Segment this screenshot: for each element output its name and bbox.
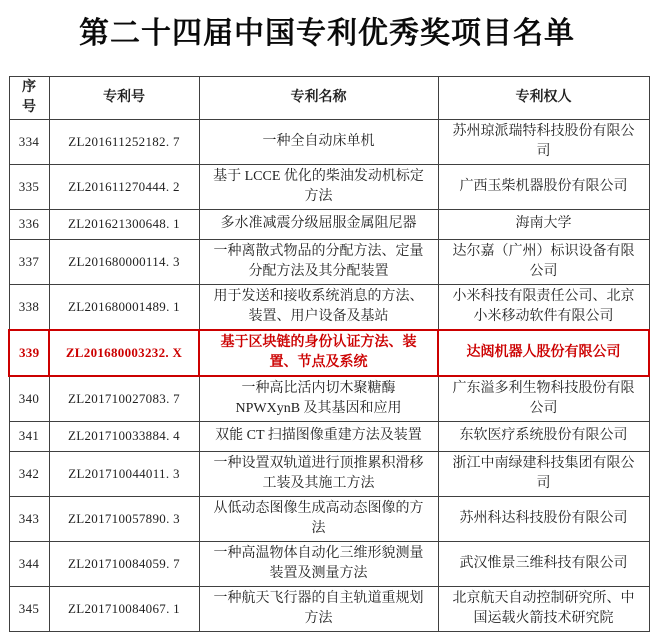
table-row — [9, 451, 649, 496]
cell-patent-owner: 小米科技有限责任公司、北京小米移动软件有限公司 — [438, 284, 649, 330]
cell-patent-owner: 北京航天自动控制研究所、中国运载火箭技术研究院 — [438, 586, 649, 631]
cell-serial: 338 — [9, 284, 49, 330]
table-row — [9, 119, 649, 164]
cell-serial: 345 — [9, 586, 49, 631]
table-row — [9, 164, 649, 209]
cell-patent-name: 用于发送和接收系统消息的方法、装置、用户设备及基站 — [199, 284, 438, 330]
table-row — [9, 541, 649, 586]
cell-patent-name: 一种全自动床单机 — [199, 119, 438, 164]
cell-patent-owner: 广东溢多利生物科技股份有限公司 — [438, 376, 649, 422]
cell-patent-no: ZL201710044011. 3 — [49, 451, 199, 496]
cell-patent-owner: 武汉惟景三维科技有限公司 — [438, 541, 649, 586]
table-row — [9, 496, 649, 541]
cell-patent-no: ZL201611270444. 2 — [49, 164, 199, 209]
column-header-serial: 序号 — [9, 77, 49, 120]
cell-patent-name: 双能 CT 扫描图像重建方法及装置 — [199, 421, 438, 451]
cell-patent-owner: 广西玉柴机器股份有限公司 — [438, 164, 649, 209]
table-row — [9, 376, 649, 422]
cell-serial: 343 — [9, 496, 49, 541]
cell-serial: 344 — [9, 541, 49, 586]
cell-patent-owner: 苏州科达科技股份有限公司 — [438, 496, 649, 541]
cell-patent-name: 一种高比活内切木聚糖酶 NPWXynB 及其基因和应用 — [199, 376, 438, 422]
table-row — [9, 239, 649, 284]
cell-patent-name: 一种航天飞行器的自主轨道重规划方法 — [199, 586, 438, 631]
cell-patent-name: 多水准减震分级屈服金属阻尼器 — [199, 209, 438, 239]
cell-patent-no: ZL201710084059. 7 — [49, 541, 199, 586]
cell-patent-name: 从低动态图像生成高动态图像的方法 — [199, 496, 438, 541]
column-header-patent-owner: 专利权人 — [438, 77, 649, 120]
cell-patent-name: 一种设置双轨道进行顶推累积滑移工装及其施工方法 — [199, 451, 438, 496]
cell-serial: 337 — [9, 239, 49, 284]
cell-serial: 340 — [9, 376, 49, 422]
cell-serial: 339 — [9, 330, 49, 376]
cell-serial: 334 — [9, 119, 49, 164]
cell-patent-no: ZL201621300648. 1 — [49, 209, 199, 239]
cell-patent-name: 基于区块链的身份认证方法、装置、节点及系统 — [199, 330, 438, 376]
cell-patent-no: ZL201710084067. 1 — [49, 586, 199, 631]
cell-serial: 342 — [9, 451, 49, 496]
table-row — [9, 586, 649, 631]
cell-patent-owner: 东软医疗系统股份有限公司 — [438, 421, 649, 451]
patent-table — [8, 76, 650, 632]
table-header-row — [9, 77, 649, 120]
table-row — [9, 209, 649, 239]
column-header-patent-name: 专利名称 — [199, 77, 438, 120]
cell-serial: 341 — [9, 421, 49, 451]
table-row — [9, 284, 649, 330]
table-row — [9, 421, 649, 451]
cell-patent-no: ZL201680003232. X — [49, 330, 199, 376]
cell-patent-no: ZL201680001489. 1 — [49, 284, 199, 330]
cell-patent-name: 一种离散式物品的分配方法、定量分配方法及其分配装置 — [199, 239, 438, 284]
cell-patent-no: ZL201680000114. 3 — [49, 239, 199, 284]
cell-patent-no: ZL201710033884. 4 — [49, 421, 199, 451]
cell-patent-owner: 达闼机器人股份有限公司 — [438, 330, 649, 376]
cell-serial: 335 — [9, 164, 49, 209]
cell-patent-name: 基于 LCCE 优化的柴油发动机标定方法 — [199, 164, 438, 209]
column-header-patent-no: 专利号 — [49, 77, 199, 120]
cell-patent-owner: 海南大学 — [438, 209, 649, 239]
cell-patent-owner: 苏州琼派瑞特科技股份有限公司 — [438, 119, 649, 164]
cell-patent-name: 一种高温物体自动化三维形貌测量装置及测量方法 — [199, 541, 438, 586]
cell-patent-owner: 浙江中南绿建科技集团有限公司 — [438, 451, 649, 496]
cell-patent-owner: 达尔嘉（广州）标识设备有限公司 — [438, 239, 649, 284]
table-row-highlighted — [9, 330, 649, 376]
cell-serial: 336 — [9, 209, 49, 239]
cell-patent-no: ZL201710057890. 3 — [49, 496, 199, 541]
page-title: 第二十四届中国专利优秀奖项目名单 — [79, 17, 575, 50]
cell-patent-no: ZL201611252182. 7 — [49, 119, 199, 164]
cell-patent-no: ZL201710027083. 7 — [49, 376, 199, 422]
